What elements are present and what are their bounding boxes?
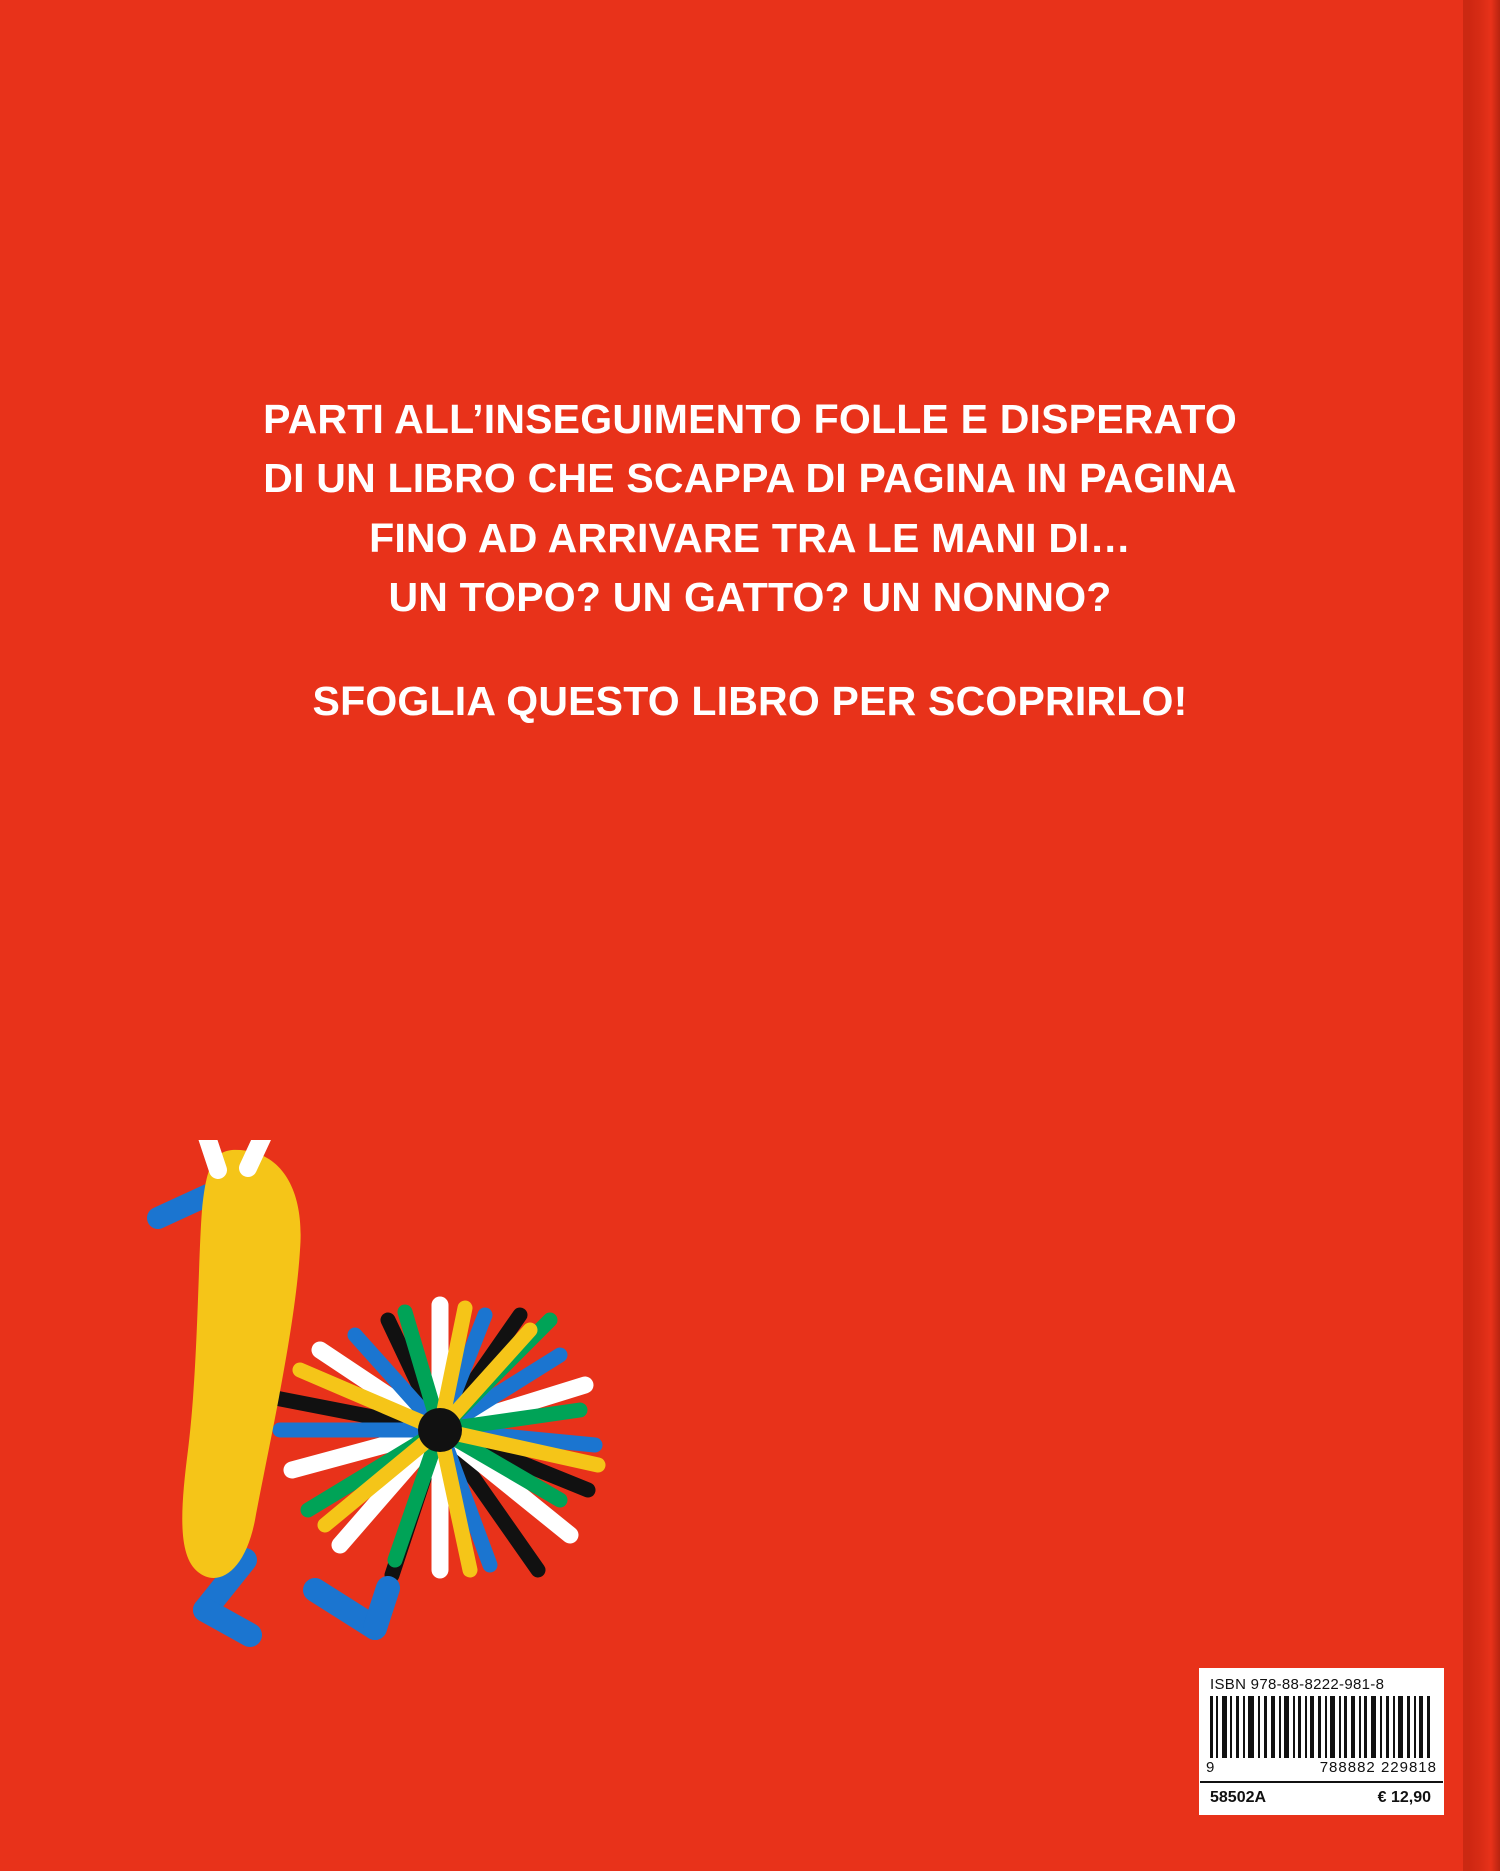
snail-legs	[205, 1560, 388, 1635]
blurb-spacer	[90, 628, 1410, 672]
barcode-digit-left: 9	[1206, 1759, 1216, 1776]
barcode-footer	[1200, 1781, 1443, 1814]
blurb-line-1: PARTI ALL’INSEGUIMENTO FOLLE E DISPERATO	[263, 396, 1237, 442]
blurb-line-2: DI UN LIBRO CHE SCAPPA DI PAGINA IN PAGINA	[263, 455, 1237, 502]
barcode-code: 58502A	[1210, 1789, 1267, 1806]
barcode-digits	[1206, 1758, 1437, 1781]
barcode-block	[1199, 1668, 1444, 1815]
blurb-call-to-action: SFOGLIA QUESTO LIBRO PER SCOPRIRLO!	[312, 677, 1188, 724]
barcode-digit-right: 788882 229818	[1319, 1759, 1437, 1776]
barcode-bars	[1210, 1696, 1433, 1758]
blurb-text	[0, 390, 1500, 731]
barcode-isbn: ISBN 978-88-8222-981-8	[1210, 1676, 1385, 1693]
barcode-price: € 12,90	[1377, 1789, 1431, 1806]
snail-body	[182, 1150, 300, 1578]
snail-arm	[158, 1195, 208, 1218]
blurb-line-4: UN TOPO? UN GATTO? UN NONNO?	[388, 574, 1112, 621]
spine-groove	[1463, 0, 1470, 1871]
spine-edge	[1470, 0, 1500, 1871]
snail-shell	[260, 1305, 598, 1575]
snail-illustration	[140, 1140, 660, 1760]
blurb-line-3: FINO AD ARRIVARE TRA LE MANI DI…	[369, 514, 1131, 561]
